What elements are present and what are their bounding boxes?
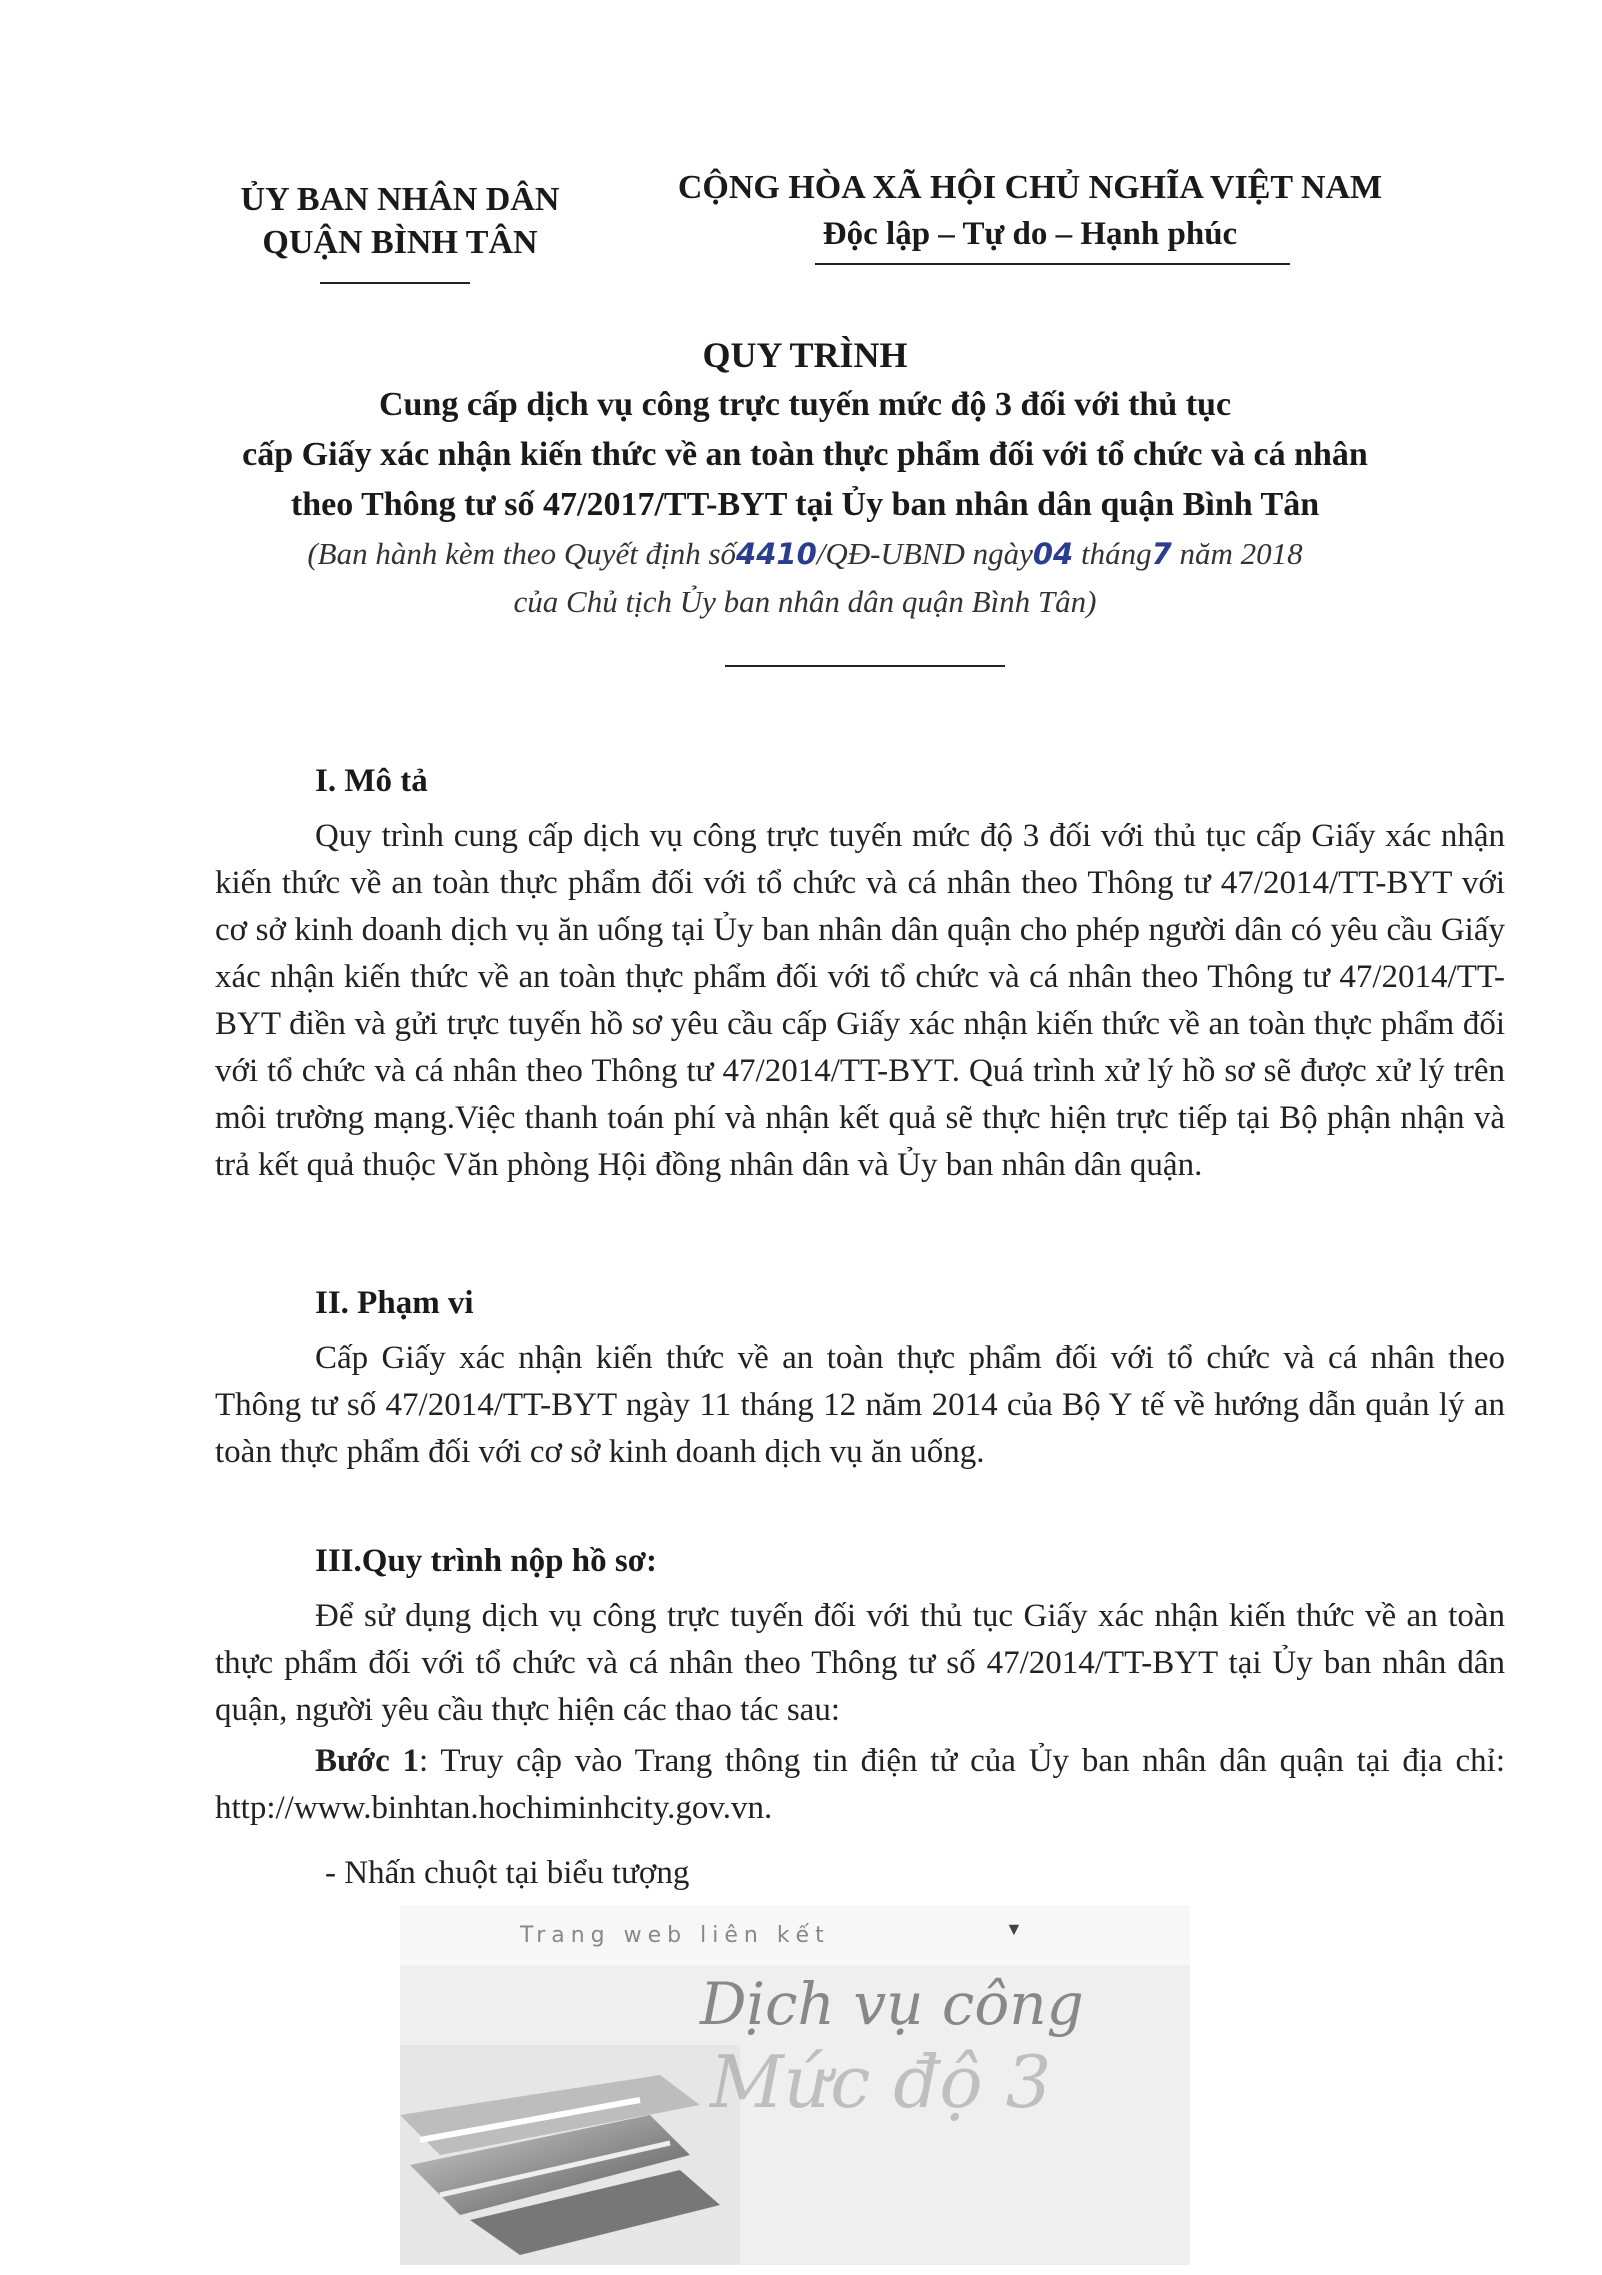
agency-line-2: QUẬN BÌNH TÂN [262, 224, 538, 261]
issuance-text: /QĐ-UBND ngày [816, 536, 1033, 571]
title-underline [725, 665, 1005, 667]
step-1-label: Bước 1 [315, 1743, 420, 1779]
issuance-text: (Ban hành kèm theo Quyết định số [307, 536, 737, 571]
motto-underline [815, 263, 1290, 265]
issuance-text: năm 2018 [1171, 536, 1303, 571]
section-2-heading: II. Phạm vi [315, 1285, 474, 1321]
banner-graphic-icon [400, 2045, 740, 2265]
dropdown-arrow-icon: ▼ [1005, 1919, 1023, 1939]
click-instruction: - Nhấn chuột tại biểu tượng [325, 1855, 690, 1891]
issuance-note-line-1 [160, 530, 1450, 578]
issuance-text: tháng [1073, 536, 1152, 571]
document-title: QUY TRÌNH [702, 335, 908, 375]
step-1-text: : Truy cập vào Trang thông tin điện tử của Ủy ban nhân dân quận tại địa chỉ: http://www.binhtan.hochiminhcity.gov.vn. [215, 1743, 1505, 1826]
section-3-heading: III.Quy trình nộp hồ sơ: [315, 1543, 657, 1579]
issuing-agency [200, 178, 600, 264]
agency-underline [320, 282, 470, 284]
national-header [640, 165, 1420, 257]
document-subtitle-line-1: Cung cấp dịch vụ công trực tuyến mức độ 3 đối với thủ tục [378, 386, 1232, 423]
banner-title: Dịch vụ công [700, 1970, 1084, 2038]
section-1-text: Quy trình cung cấp dịch vụ công trực tuyến mức độ 3 đối với thủ tục cấp Giấy xác nhận kiến thức về an toàn thực phẩm đối với tổ chức và cá nhân theo Thông tư 47/2014/TT-BYT với cơ sở kinh doanh dịch vụ ăn uống tại Ủy ban nhân dân quận cho phép người dân có yêu cầu Giấy xác nhận kiến thức về an toàn thực phẩm đối với tổ chức và cá nhân theo Thông tư 47/2014/TT-BYT điền và gửi trực tuyến hồ sơ yêu cầu cấp Giấy xác nhận kiến thức về an toàn thực phẩm đối với tổ chức và cá nhân theo Thông tư 47/2014/TT-BYT. Quá trình xử lý hồ sơ sẽ được xử lý trên môi trường mạng.Việc thanh toán phí và nhận kết quả sẽ thực hiện trực tiếp tại Bộ phận nhận và trả kết quả thuộc Văn phòng Hội đồng nhân dân và Ủy ban nhân dân quận. [215, 818, 1505, 1183]
service-banner-screenshot [400, 1905, 1190, 2265]
section-1-heading: I. Mô tả [315, 763, 428, 799]
document-title-block [160, 330, 1450, 626]
banner-level: Mức độ 3 [710, 2040, 1052, 2124]
section-3-text: Để sử dụng dịch vụ công trực tuyến đối với thủ tục Giấy xác nhận kiến thức về an toàn thực phẩm đối với tổ chức và cá nhân theo Thông tư số 47/2014/TT-BYT tại Ủy ban nhân dân quận, người yêu cầu thực hiện các thao tác sau: [215, 1598, 1505, 1728]
issuance-note-line-2: của Chủ tịch Ủy ban nhân dân quận Bình Tân) [513, 584, 1097, 619]
handwritten-month: 7 [1151, 537, 1172, 571]
agency-line-1: ỦY BAN NHÂN DÂN [240, 181, 560, 218]
banner-dropdown-label: Trang web liên kết [520, 1923, 830, 1948]
section-2-text: Cấp Giấy xác nhận kiến thức về an toàn thực phẩm đối với tổ chức và cá nhân theo Thông tư số 47/2014/TT-BYT ngày 11 tháng 12 năm 2014 của Bộ Y tế về hướng dẫn quản lý an toàn thực phẩm đối với cơ sở kinh doanh dịch vụ ăn uống. [215, 1340, 1505, 1470]
handwritten-day: 04 [1032, 537, 1074, 571]
handwritten-decision-number: 4410 [736, 537, 817, 571]
country-name: CỘNG HÒA XÃ HỘI CHỦ NGHĨA VIỆT NAM [677, 169, 1383, 206]
step-1 [215, 1738, 1505, 1832]
national-motto: Độc lập – Tự do – Hạnh phúc [822, 216, 1238, 252]
document-subtitle-line-3: theo Thông tư số 47/2017/TT-BYT tại Ủy ban nhân dân quận Bình Tân [290, 486, 1320, 523]
document-subtitle-line-2: cấp Giấy xác nhận kiến thức về an toàn thực phẩm đối với tổ chức và cá nhân [242, 436, 1368, 473]
